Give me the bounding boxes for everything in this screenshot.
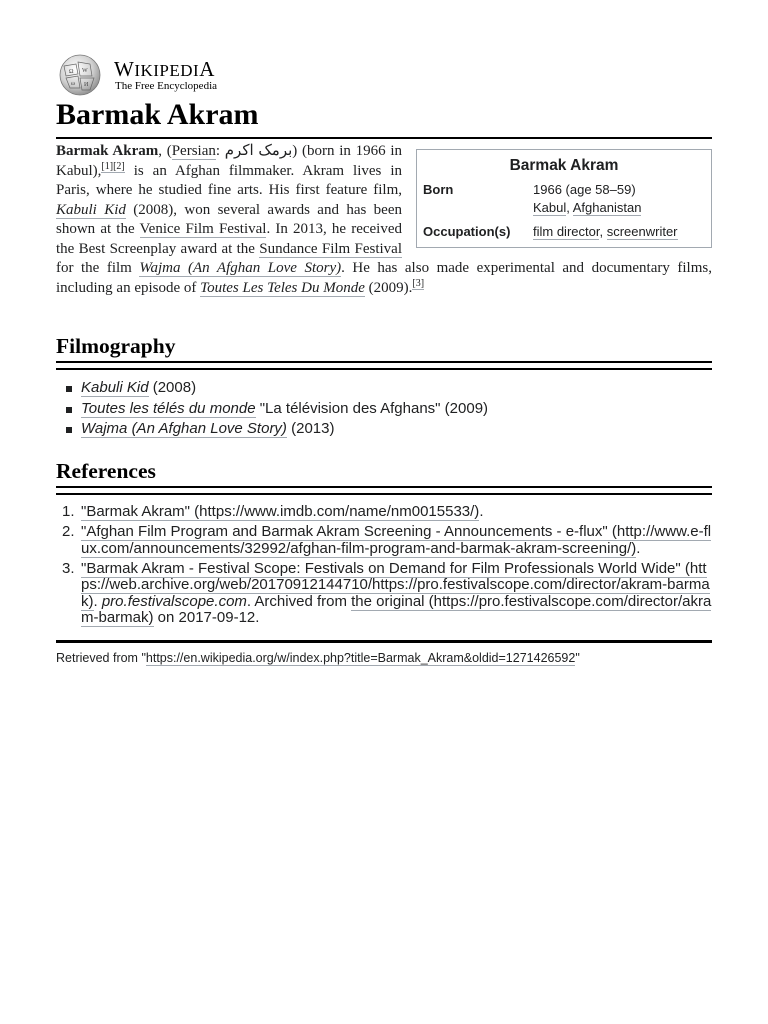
svg-text:И: И <box>84 82 89 88</box>
retrieved-url-link[interactable]: https://en.wikipedia.org/w/index.php?title=Barmak_Akram&oldid=1271426592 <box>145 651 576 665</box>
filmography-divider <box>56 361 712 363</box>
section-heading-filmography: Filmography <box>56 334 176 358</box>
wikipedia-tagline: The Free Encyclopedia <box>115 80 218 92</box>
infobox-row-occupation <box>423 223 705 241</box>
infobox-row-born <box>423 181 705 217</box>
reference-archive-original-link[interactable]: the original (https://pro.festivalscope.com/director/akram-barmak) <box>81 592 712 626</box>
born-date: 1966 (age 58–59) <box>533 182 636 197</box>
link-film-director[interactable]: film director <box>533 224 600 239</box>
link-kabul[interactable]: Kabul <box>533 200 567 215</box>
citation-1[interactable]: [1] <box>101 160 114 172</box>
link-venice-film-festival[interactable]: Venice Film Festival <box>139 221 267 237</box>
references-divider <box>56 486 712 488</box>
list-item: Toutes les télés du monde "La télévision des Afghans" (2009) <box>56 399 488 420</box>
filmography-link[interactable]: Kabuli Kid <box>81 379 149 396</box>
filmography-divider-2 <box>56 368 712 370</box>
link-persian[interactable]: Persian <box>171 143 216 159</box>
infobox-label-occupation: Occupation(s) <box>423 224 511 239</box>
reference-item: 1. "Barmak Akram" (https://www.imdb.com/name/nm0015533/). <box>62 503 484 520</box>
title-divider <box>56 137 712 139</box>
svg-text:W: W <box>82 68 88 74</box>
svg-text:ω: ω <box>71 81 75 87</box>
retrieved-from: Retrieved from "https://en.wikipedia.org/w/index.php?title=Barmak_Akram&oldid=1271426592" <box>56 651 580 665</box>
citation-2[interactable]: [2] <box>113 160 125 172</box>
link-kabuli-kid[interactable]: Kabuli Kid <box>56 201 126 218</box>
infobox-label-born: Born <box>423 182 454 197</box>
filmography-link[interactable]: Wajma (An Afghan Love Story) <box>81 420 287 437</box>
link-sundance-film-festival[interactable]: Sundance Film Festival <box>259 240 402 257</box>
filmography-list <box>56 378 488 440</box>
reference-item: 2. "Afghan Film Program and Barmak Akram Screening - Announcements - e-flux" (http://www.e-flux.com/announcements/32992/afghan-film-program-and-barmak-akram-screening/). <box>62 523 712 557</box>
link-screenwriter[interactable]: screenwriter <box>606 224 678 239</box>
citation-3[interactable]: [3] <box>412 277 425 289</box>
section-heading-references: References <box>56 459 156 483</box>
subject-name: Barmak Akram <box>56 143 159 159</box>
infobox <box>416 149 712 248</box>
reference-link[interactable]: "Barmak Akram" (https://www.imdb.com/name/nm0015533/) <box>81 503 480 520</box>
article-intro: Barmak Akram Born 1966 (age 58–59) Kabul, Afghanistan Occupation(s) film director, screenwriter Barmak Akram, (Persian: برمک اکرم) (born in 1966 in Kabul),[1][2] is an Afghan filmmaker. Akram lives in Paris, where he studied fine arts. His first feature film, Kabuli Kid (2008), won several awards and has been shown at the Venice Film Festival. In 2013, he received the Best Screenplay award at the Sundance Film Festival for the film Wajma (An Afghan Love Story). He has also made experimental and documentary films, including an episode of Toutes Les Teles Du Monde (2009).[3] <box>56 143 712 296</box>
wikipedia-globe-logo[interactable] <box>56 54 104 96</box>
site-header <box>56 54 356 98</box>
page-title: Barmak Akram <box>56 98 259 131</box>
filmography-link[interactable]: Toutes les télés du monde <box>81 399 256 417</box>
references-divider-2 <box>56 493 712 495</box>
link-afghanistan[interactable]: Afghanistan <box>572 200 642 215</box>
reference-site: pro.festivalscope.com <box>101 592 247 610</box>
reference-item: 3. "Barmak Akram - Festival Scope: Festivals on Demand for Film Professionals World Wide" (https://web.archive.org/web/20170912144710/https://pro.festivalscope.com/director/akram-barmak). pro.festivalscope.com. Archived from the original (https://pro.festivalscope.com/director/akram-barmak) on 2017-09-12. <box>62 559 712 626</box>
reference-link[interactable]: "Afghan Film Program and Barmak Akram Screening - Announcements - e-flux" (http://www.e-flux.com/announcements/32992/afghan-film-program-and-barmak-akram-screening/) <box>81 523 712 557</box>
svg-text:Ω: Ω <box>69 69 74 75</box>
wikipedia-wordmark[interactable]: WIKIPEDIA <box>114 57 215 81</box>
references-list <box>56 504 712 630</box>
reference-link[interactable]: "Barmak Akram - Festival Scope: Festivals on Demand for Film Professionals World Wide" (https://web.archive.org/web/20170912144710/https://pro.festivalscope.com/director/akram-barmak) <box>81 559 710 610</box>
list-item: Wajma (An Afghan Love Story) (2013) <box>56 419 488 440</box>
link-wajma[interactable]: Wajma (An Afghan Love Story) <box>139 260 342 276</box>
infobox-value-occupation: film director, screenwriter <box>533 224 678 239</box>
infobox-value-born: 1966 (age 58–59) Kabul, Afghanistan <box>533 181 705 217</box>
infobox-title: Barmak Akram <box>509 157 619 174</box>
list-item: Kabuli Kid (2008) <box>56 378 488 399</box>
link-toutes-les-teles[interactable]: Toutes Les Teles Du Monde <box>200 279 365 296</box>
footer-divider <box>56 640 712 643</box>
